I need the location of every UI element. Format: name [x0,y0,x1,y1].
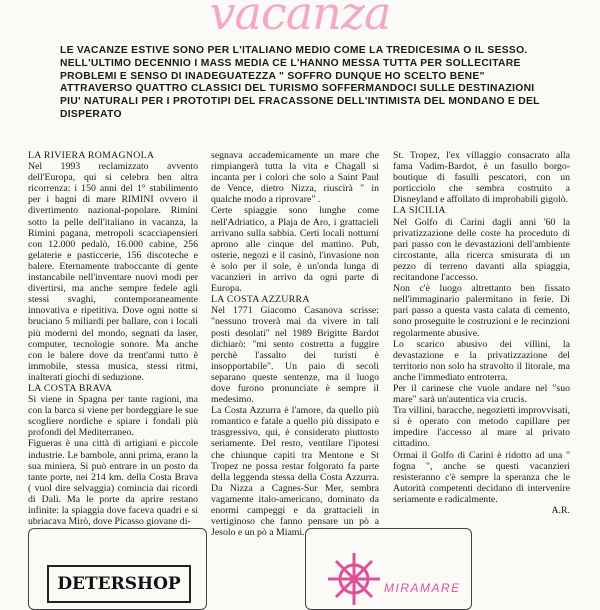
ship-wheel-icon [324,549,384,609]
paragraph: Certe spiaggie sono lunghe come nell'Adriatico, a Plaja de Aro, i grattacieli arrivano sulla sabbia. Certi locali notturni aprono alle cinque del mattino. Pub, osterie, negozi e il casinò, l'invasione non è solo per il sole, è un'onda lunga di vacanzieri in arrivo da ogni parte di Europa. [211,205,379,295]
paragraph: La Costa Azzurra è l'amore, da quello più romantico e fatale a quello più dissipato e trasgressivo, qui, è considerato piuttosto seriamente. Del resto, ventilare l'ipotesi che chiunque capiti tra Mentone e St Tropez ne possa restar folgorato fa parte della leggenda stessa della Costa Azzurra. Da Nizza a Cagnes-Sur Mer, sembra vagamente italo-americano, dominato da enormi campeggi e da grattacieli in vertiginoso che fanno pensare un pò a Jesolo e un pò a Miami. [211,405,379,539]
paragraph: Lo scarico abusivo dei villini, la devastazione e la privatizzazione del territorio non solo ha stravolto il litorale, ma anche l'immediato entroterra. [393,338,570,383]
article-column-2 [211,150,379,538]
ad-logo-detershop: DETERSHOP [47,565,191,603]
paragraph: Si viene in Spagna per tante ragioni, ma con la barca si viene per bordeggiare le sue scogliere nordiche e spiare i fondali più profondi del Mediterraneo. [28,394,198,439]
advertisement-miramare [305,528,472,610]
author-signature: A.R. [551,505,570,516]
paragraph: segnava accademicamente un mare che rimpiangerà tutta la vita e Chagall si incanta per i colori che solo a Saint Paul de Vence, dietro Nizza, riuscirà " in qualche modo a riprovare" . [211,150,379,206]
paragraph: Ormai il Golfo di Carini è ridotto ad una " fogna ", anche se questi vacanzieri resisteranno c'è sempre la speranza che le Autorità competenti decidano di intervenire seriamente e radicalmente. [393,449,570,505]
paragraph: Per il carinese che vuole andare nel "suo mare" sarà un'autentica via crucis. [393,382,570,406]
paragraph: Tra villini, baracche, negozietti improvvisati, si è operato con metodo capillare per impedire l'accesso al mare al privato cittadino. [393,405,570,450]
section-heading-costa-azzurra: LA COSTA AZZURRA [211,294,310,306]
section-heading-romagnola: LA RIVIERA ROMAGNOLA [28,150,155,161]
section-heading-costa-brava: LA COSTA BRAVA [28,382,113,394]
article-column-1 [28,150,198,527]
section-heading-sicilia: LA SICILIA [393,205,446,217]
paragraph: Nel Golfo di Carini dagli anni '60 la privatizzazione delle coste ha proceduto di pari passo con le devastazioni dell'ambiente circostante, alla ricerca smisurata di un pezzo di terreno davanti alla spiaggia, recitandone l'accesso. [393,216,570,284]
article-column-3 [393,150,570,516]
paragraph: Figueras è una città di artigiani e piccole industrie. Le bambole, anni prima, erano la sua miniera. Si può entrare in un posto da tante porte, nei 214 km. della Costa Brava ( vuol dire selvaggia) comincia dai ricordi di Dalì. Ma le porte da aprire restano infinite: la spiaggia dove faceva quadri e si ubriacava Mirò, dove Picasso giovane di- [28,438,198,528]
advertisement-detershop [28,528,207,610]
paragraph: Non c'è luogo altrettanto ben fissato nell'immaginario palermitano in ferie. Di pari passo a questa vasta calata di cemento, sono proseguite le costruzioni e le recinzioni regolarmente abusive. [393,283,570,339]
paragraph: Nel 1771 Giacomo Casanova scrisse: "nessuno troverà mai da vivere in tali posti desolati" nel 1989 Brigitte Bardot dichiarò: "mi sento costretta a fuggire perchè l'assalto dei turisti è insopportabile". Un paio di secoli separano queste sentenze, ma il luogo dove furono pronunciate è sempre il medesimo. [211,305,379,406]
ad-logo-miramare: MIRAMARE [384,581,461,595]
paragraph: Nel 1993 reclamizzato avvento dell'Europa, qui si celebra ben altra ricorrenza: i 150 anni del 1° stabilimento per i bagni di mare RIMINI ovvero il divertimento nazional-popolare. Rimini sotto la pelle dell'italiano in vacanza, la Rimini pagana, metropoli scacciapensieri con 12.000 pedalò, 16.000 cabine, 256 gelaterie e pasticcerie, 156 discoteche e balere. Eternamente traboccante di gente instancabile nell'inventare nuovi modi per divertirsi, ma anche sempre fedele agli stessi svaghi, contemporaneamente innovativa e ripetitiva. Dove ogni notte si bruciano 5 miliardi per ballare, con i locali più moderni del mondo, segnati da laser, computer, tecnologie sonore. Ma anche con le balere dove da trent'anni tutto è immobile, stessa musica, stessi ritmi, inalterati giochi di seduzione. [28,161,198,383]
paragraph: St. Tropez, l'ex villaggio consacrato alla fama Vadim-Bardot, è un fasullo borgo-boutique di fasulli pescatori, con un porticciolo che sembra costruito a Disneyland e affollato di improbabili gigolò. [393,150,570,206]
intro-paragraph: LE VACANZE ESTIVE SONO PER L'ITALIANO MEDIO COME LA TREDICESIMA O IL SESSO. NELL'ULTIMO DECENNIO I MASS MEDIA CE L'HANNO MESSA TUTTA PER SOLLECITARE PROBLEMI E SENSO DI INADEGUATEZZA " SOFFRO DUNQUE HO SCELTO BENE" ATTRAVERSO QUATTRO CLASSICI DEL TURISMO SOFFERMANDOCI SULLE DESTINAZIONI PIU' NATURALI PER I PROTOTIPI DEL FRACASSONE DELL'INTIMISTA DEL MONDANO E DEL DISPERATO [60,45,540,120]
page-title: vacanza [209,0,391,40]
